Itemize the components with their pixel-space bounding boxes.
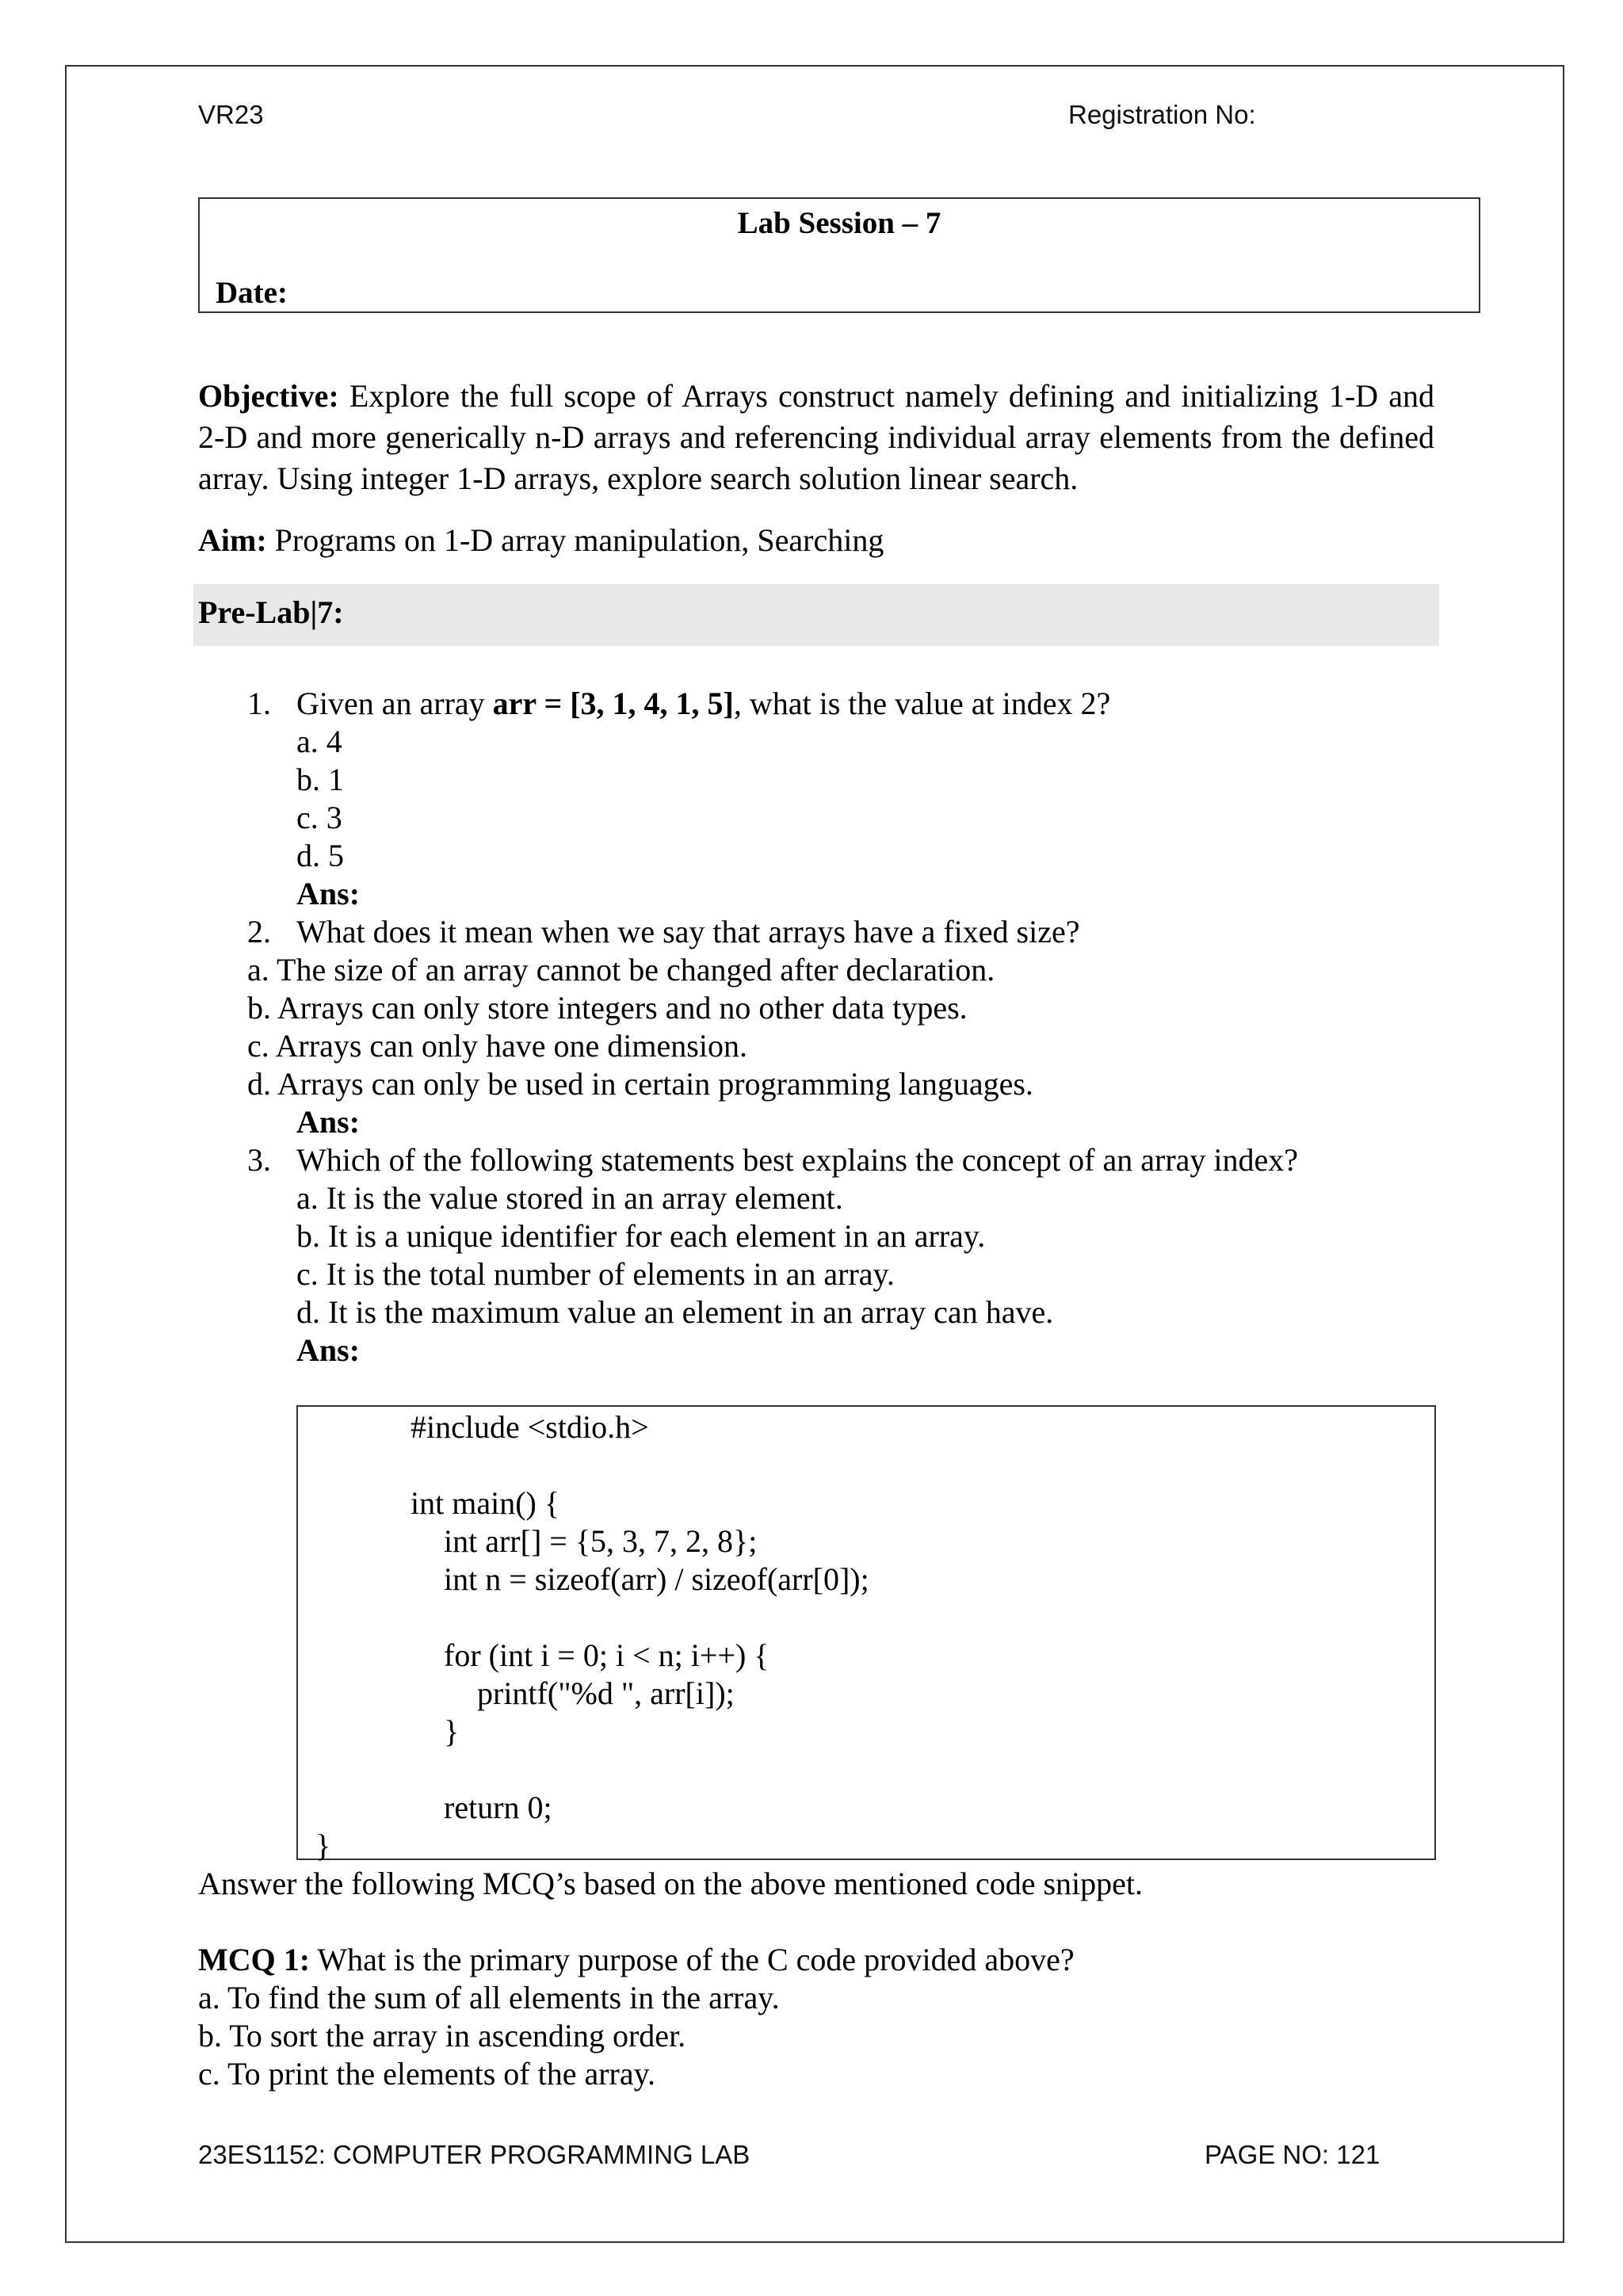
question-1-text: Given an array arr = [3, 1, 4, 1, 5], what is the value at index 2? [296, 686, 1111, 721]
code-line: int n = sizeof(arr) / sizeof(arr[0]); [444, 1561, 869, 1597]
option: a. The size of an array cannot be changed after declaration. [247, 952, 995, 988]
registration-label: Registration No: [1068, 100, 1256, 129]
footer-course: 23ES1152: COMPUTER PROGRAMMING LAB [198, 2140, 750, 2169]
code-line: } [444, 1713, 460, 1749]
question-2-text: What does it mean when we say that arrays have a fixed size? [296, 914, 1080, 949]
session-title: Lab Session – 7 [737, 206, 941, 240]
question-number: 2. [247, 914, 271, 949]
mcq-1-question: MCQ 1: What is the primary purpose of the C code provided above? [198, 1942, 1075, 1977]
objective-paragraph [198, 376, 1434, 499]
footer-page-number: PAGE NO: 121 [1205, 2140, 1381, 2169]
option: d. It is the maximum value an element in an array can have. [296, 1294, 1054, 1330]
aim-paragraph [198, 520, 1434, 561]
objective-label: Objective: [198, 378, 339, 414]
option: d. 5 [296, 838, 344, 873]
session-box [198, 197, 1480, 313]
question-3-text: Which of the following statements best explains the concept of an array index? [296, 1142, 1299, 1178]
aim-label: Aim: [198, 522, 267, 558]
option: a. To find the sum of all elements in the array. [198, 1980, 780, 2015]
option: c. 3 [296, 800, 342, 835]
ans-label: Ans: [296, 1104, 361, 1140]
mcq-intro: Answer the following MCQ’s based on the above mentioned code snippet. [198, 1866, 1143, 1901]
objective-text: Explore the full scope of Arrays construct namely defining and initializing 1-D and 2-D and more generically n-D arrays and referencing individual array elements from the defined array. Using integer 1-D arrays, explore search solution linear search. [198, 378, 1434, 496]
code-line: int arr[] = {5, 3, 7, 2, 8}; [444, 1523, 758, 1559]
option: b. 1 [296, 762, 344, 797]
code-line: #include <stdio.h> [411, 1409, 649, 1445]
question-number: 1. [247, 686, 271, 721]
code-line: } [315, 1828, 331, 1863]
ans-label: Ans: [296, 1332, 361, 1368]
option: c. Arrays can only have one dimension. [247, 1028, 747, 1064]
prelab-section-bar [193, 584, 1439, 646]
ans-label: Ans: [296, 876, 361, 911]
option: b. Arrays can only store integers and no other data types. [247, 990, 968, 1026]
prelab-label: Pre-Lab|7: [198, 594, 344, 630]
option: a. It is the value stored in an array element. [296, 1180, 843, 1216]
code-line: for (int i = 0; i < n; i++) { [444, 1637, 769, 1673]
code-line: return 0; [444, 1790, 552, 1825]
option: c. It is the total number of elements in an array. [296, 1256, 895, 1292]
aim-text: Programs on 1-D array manipulation, Searching [266, 522, 884, 558]
date-label: Date: [216, 276, 288, 310]
header-vr23: VR23 [198, 100, 264, 129]
option: b. To sort the array in ascending order. [198, 2018, 686, 2053]
option: b. It is a unique identifier for each element in an array. [296, 1218, 986, 1254]
option: a. 4 [296, 724, 342, 759]
question-number: 3. [247, 1142, 271, 1178]
code-line: int main() { [411, 1485, 560, 1521]
option: d. Arrays can only be used in certain programming languages. [247, 1066, 1033, 1102]
option: c. To print the elements of the array. [198, 2056, 655, 2092]
code-line: printf("%d ", arr[i]); [477, 1675, 735, 1711]
